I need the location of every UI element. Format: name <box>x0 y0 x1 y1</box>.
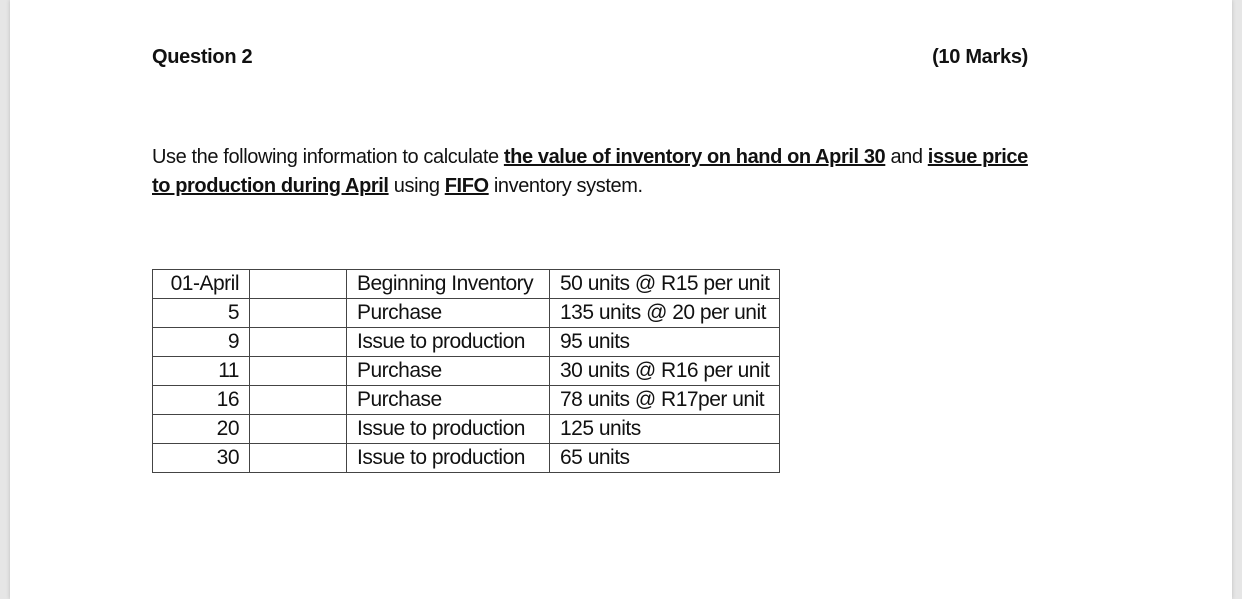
question-marks: (10 Marks) <box>932 46 1028 68</box>
blank-cell <box>250 328 347 357</box>
blank-cell <box>250 415 347 444</box>
instructions-emphasis-issue-price: issue price to production during April <box>152 146 1028 197</box>
description-cell: Beginning Inventory <box>347 270 550 299</box>
date-cell: 9 <box>153 328 250 357</box>
date-cell: 16 <box>153 386 250 415</box>
quantity-cell: 78 units @ R17per unit <box>550 386 780 415</box>
document-page <box>10 0 1232 599</box>
instructions-emphasis-fifo: FIFO <box>444 175 489 197</box>
instructions-text: inventory system. <box>488 175 643 197</box>
inventory-table <box>152 269 780 473</box>
quantity-cell: 135 units @ 20 per unit <box>550 299 780 328</box>
table-row <box>153 415 780 444</box>
blank-cell <box>250 444 347 473</box>
table-row <box>153 444 780 473</box>
blank-cell <box>250 386 347 415</box>
blank-cell <box>250 299 347 328</box>
date-cell: 11 <box>153 357 250 386</box>
date-cell: 20 <box>153 415 250 444</box>
table-row <box>153 270 780 299</box>
instructions-text: and <box>885 146 928 168</box>
blank-cell <box>250 270 347 299</box>
description-cell: Purchase <box>347 357 550 386</box>
blank-cell <box>250 357 347 386</box>
instructions-text: Use the following information to calculate <box>152 146 504 168</box>
question-title: Question 2 <box>152 46 253 68</box>
question-instructions <box>152 143 1032 201</box>
description-cell: Issue to production <box>347 328 550 357</box>
date-cell: 01-April <box>153 270 250 299</box>
date-cell: 5 <box>153 299 250 328</box>
table-row <box>153 357 780 386</box>
quantity-cell: 30 units @ R16 per unit <box>550 357 780 386</box>
quantity-cell: 95 units <box>550 328 780 357</box>
instructions-emphasis-inventory-value: the value of inventory on hand on April 30 <box>503 146 886 168</box>
description-cell: Issue to production <box>347 415 550 444</box>
description-cell: Purchase <box>347 386 550 415</box>
description-cell: Issue to production <box>347 444 550 473</box>
quantity-cell: 125 units <box>550 415 780 444</box>
instructions-text: using <box>388 175 445 197</box>
description-cell: Purchase <box>347 299 550 328</box>
table-row <box>153 299 780 328</box>
table-row <box>153 386 780 415</box>
table-row <box>153 328 780 357</box>
quantity-cell: 65 units <box>550 444 780 473</box>
quantity-cell: 50 units @ R15 per unit <box>550 270 780 299</box>
date-cell: 30 <box>153 444 250 473</box>
